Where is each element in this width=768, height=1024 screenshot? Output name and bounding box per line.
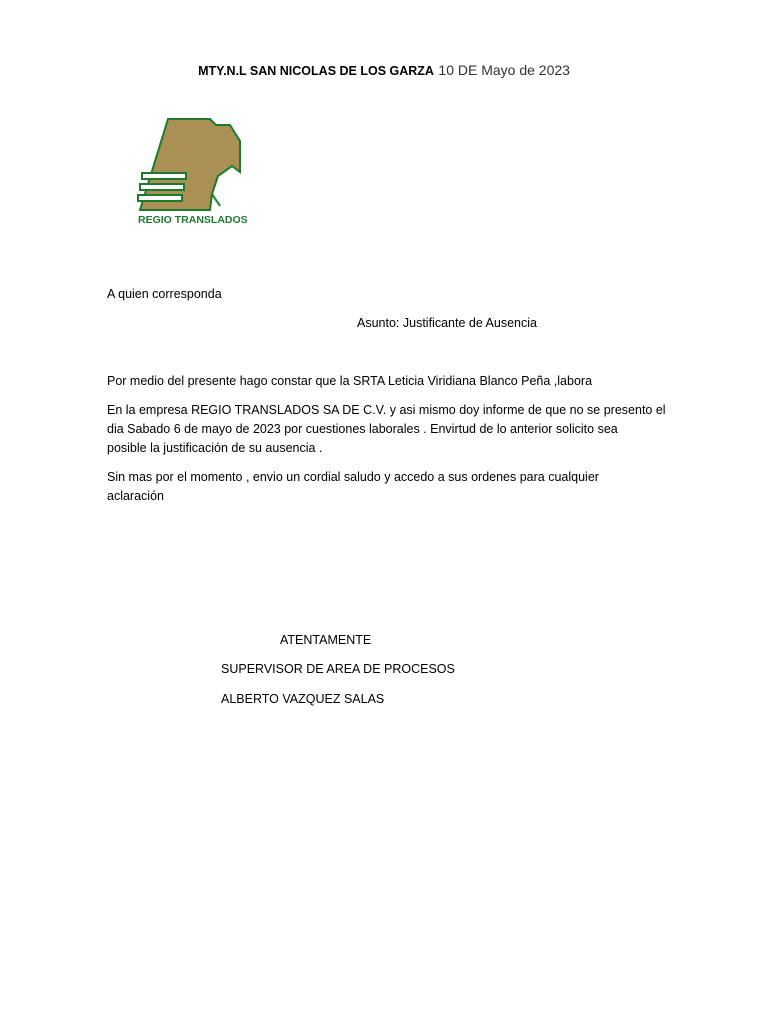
paragraph-2-line: dia Sabado 6 de mayo de 2023 por cuestiones laborales . Envirtud de lo anterior solicito sea: [107, 422, 618, 436]
logo-stripe-1: [142, 173, 186, 179]
paragraph-2-line: posible la justificación de su ausencia .: [107, 441, 323, 455]
paragraph-3-line: aclaración: [107, 489, 164, 503]
logo-stripe-3: [138, 195, 182, 201]
logo-text: REGIO TRANSLADOS: [138, 214, 248, 226]
paragraph-2-line: En la empresa REGIO TRANSLADOS SA DE C.V. y asi mismo doy informe de que no se presento el: [107, 403, 666, 417]
header-date: 10 DE Mayo de 2023: [438, 62, 570, 78]
greeting: A quien corresponda: [107, 287, 222, 301]
paragraph-3: [107, 468, 667, 506]
paragraph-2: [107, 401, 667, 458]
logo-mark: [132, 114, 252, 230]
closing: ATENTAMENTE: [280, 633, 372, 647]
paragraph-1: Por medio del presente hago constar que la SRTA Leticia Viridiana Blanco Peña ,labora: [107, 374, 593, 388]
logo-stripe-2: [140, 184, 184, 190]
header-place: MTY.N.L SAN NICOLAS DE LOS GARZA: [198, 64, 434, 78]
letter-header: [0, 62, 768, 80]
signer-name: ALBERTO VAZQUEZ SALAS: [221, 692, 385, 706]
company-logo: [132, 114, 252, 230]
subject-line: Asunto: Justificante de Ausencia: [357, 316, 537, 330]
signer-title: SUPERVISOR DE AREA DE PROCESOS: [221, 662, 455, 676]
paragraph-3-line: Sin mas por el momento , envio un cordial saludo y accedo a sus ordenes para cualquier: [107, 470, 599, 484]
